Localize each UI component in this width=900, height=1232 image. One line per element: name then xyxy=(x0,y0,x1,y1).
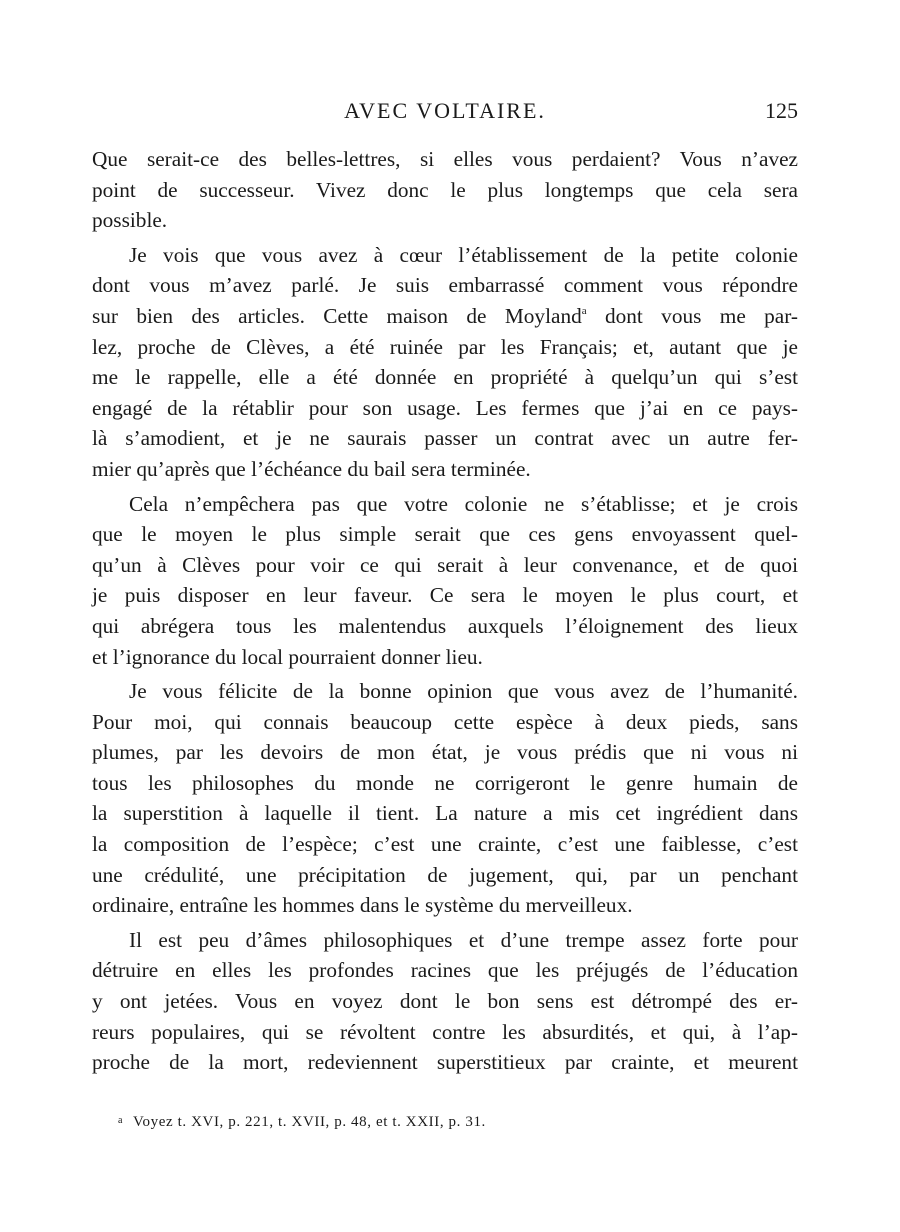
text-line: plumes, par les devoirs de mon état, je vous prédis que ni vous ni xyxy=(92,740,798,765)
text-line: la superstition à laquelle il tient. La nature a mis cet ingrédient dans xyxy=(92,801,798,826)
text-line: Je vous félicite de la bonne opinion que vous avez de l’humanité. xyxy=(129,679,798,704)
text-fragment: dont vous me par- xyxy=(586,303,798,328)
text-line: Cela n’empêchera pas que votre colonie ne s’établisse; et je crois xyxy=(129,491,798,516)
text-line: une crédulité, une précipitation de jugement, qui, par un penchant xyxy=(92,862,798,887)
text-line: Il est peu d’âmes philosophiques et d’une trempe assez forte pour xyxy=(129,927,798,952)
text-line: la composition de l’espèce; c’est une crainte, c’est une faiblesse, c’est xyxy=(92,832,798,857)
text-line: y ont jetées. Vous en voyez dont le bon sens est détrompé des er- xyxy=(92,989,798,1014)
text-line: point de successeur. Vivez donc le plus longtemps que cela sera xyxy=(92,177,798,202)
footnote-reference: a xyxy=(581,304,587,317)
text-fragment: sur bien des articles. Cette maison de Moyland xyxy=(92,303,582,328)
text-line: que le moyen le plus simple serait que ces gens envoyassent quel- xyxy=(92,522,798,547)
text-line: proche de la mort, redeviennent superstitieux par crainte, et meurent xyxy=(92,1050,798,1075)
footnote-text: Voyez t. XVI, p. 221, t. XVII, p. 48, et t. XXII, p. 31. xyxy=(133,1114,486,1130)
running-head xyxy=(92,98,798,132)
text-line: mier qu’après que l’échéance du bail sera terminée. xyxy=(92,456,531,481)
text-line: ordinaire, entraîne les hommes dans le système du merveilleux. xyxy=(92,893,633,918)
body-text xyxy=(92,144,798,1078)
text-line: qui abrégera tous les malentendus auxquels l’éloignement des lieux xyxy=(92,613,798,638)
text-line: et l’ignorance du local pourraient donner lieu. xyxy=(92,644,483,669)
text-line: engagé de la rétablir pour son usage. Les fermes que j’ai en ce pays- xyxy=(92,395,798,420)
text-line: Je vois que vous avez à cœur l’établissement de la petite colonie xyxy=(129,242,798,267)
text-line-with-note xyxy=(92,301,798,332)
text-line: détruire en elles les profondes racines que les préjugés de l’éducation xyxy=(92,958,798,983)
text-line: dont vous m’avez parlé. Je suis embarrassé comment vous répondre xyxy=(92,273,798,298)
text-line: là s’amodient, et je ne saurais passer un contrat avec un autre fer- xyxy=(92,426,798,451)
text-line: possible. xyxy=(92,208,168,233)
footnote xyxy=(118,1114,798,1131)
text-line: reurs populaires, qui se révoltent contre les absurdités, et qui, à l’ap- xyxy=(92,1019,798,1044)
text-line: Pour moi, qui connais beaucoup cette espèce à deux pieds, sans xyxy=(92,709,798,734)
text-line: lez, proche de Clèves, a été ruinée par les Français; et, autant que je xyxy=(92,334,798,359)
text-line: je puis disposer en leur faveur. Ce sera le moyen le plus court, et xyxy=(92,583,798,608)
text-line: qu’un à Clèves pour voir ce qui serait à leur convenance, et de quoi xyxy=(92,552,798,577)
text-line: Que serait-ce des belles-lettres, si elles vous perdaient? Vous n’avez xyxy=(92,147,798,171)
page-number: 125 xyxy=(765,98,798,123)
text-line: tous les philosophes du monde ne corrigeront le genre humain de xyxy=(92,770,798,795)
text-line: me le rappelle, elle a été donnée en propriété à quelqu’un qui s’est xyxy=(92,365,798,390)
footnote-mark: a xyxy=(118,1115,124,1126)
running-title: AVEC VOLTAIRE. xyxy=(344,98,546,123)
